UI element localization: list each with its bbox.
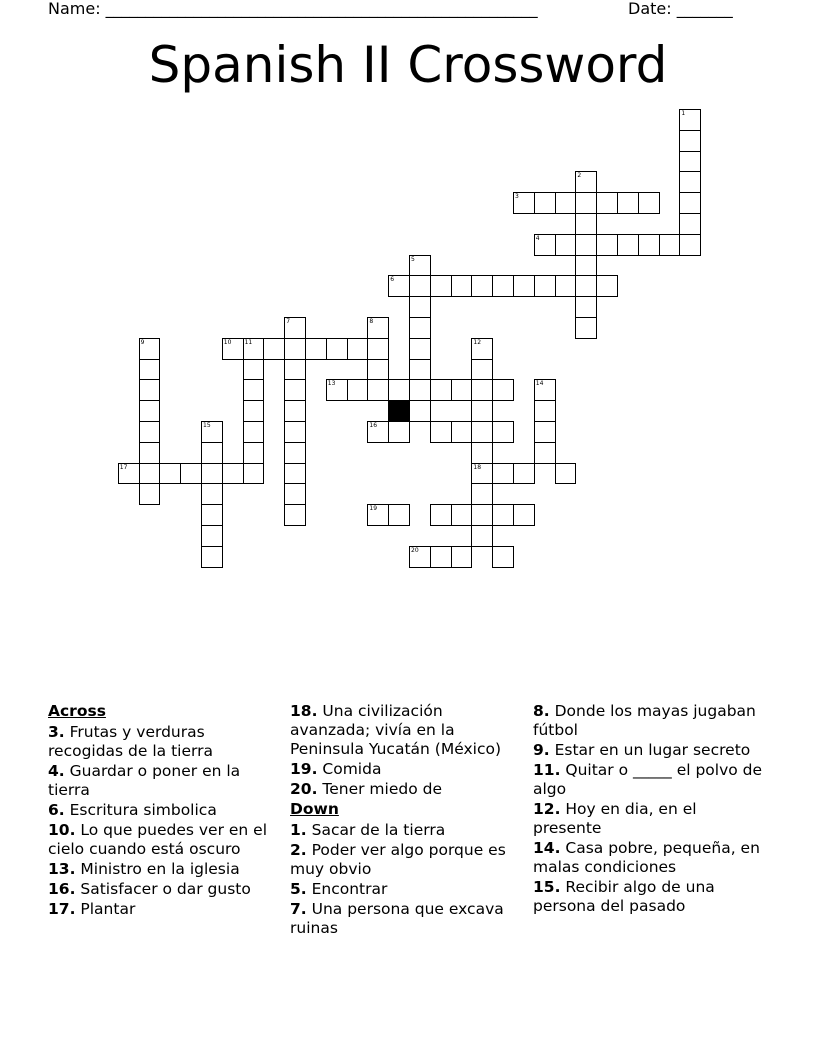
crossword-cell[interactable] (471, 400, 493, 422)
clue-item (533, 741, 769, 760)
crossword-cell[interactable] (201, 504, 223, 526)
crossword-cell[interactable] (367, 317, 389, 339)
clue-number: 11 (244, 338, 253, 346)
crossword-cell[interactable] (367, 379, 389, 401)
crossword-cell[interactable] (347, 379, 369, 401)
crossword-cell[interactable] (284, 463, 306, 485)
clue-number: 12 (473, 338, 482, 346)
crossword-cell[interactable] (243, 463, 265, 485)
crossword-cell[interactable] (243, 442, 265, 464)
clue-number-label: 16. (48, 880, 76, 898)
date-field-label[interactable]: Date: _______ (628, 0, 733, 18)
clue-item (290, 760, 526, 779)
clue-item (533, 702, 769, 740)
crossword-cell[interactable] (471, 359, 493, 381)
clue-number: 7 (286, 318, 291, 325)
crossword-cell[interactable] (367, 338, 389, 360)
down-heading: Down (290, 800, 339, 818)
clue-text: Escritura simbolica (64, 801, 217, 819)
clue-text: Una persona que excava ruinas (290, 900, 504, 937)
crossword-cell[interactable] (201, 463, 223, 485)
crossword-cell[interactable] (284, 442, 306, 464)
crossword-cell[interactable] (679, 130, 701, 152)
page-title: Spanish II Crossword (148, 36, 668, 94)
clue-item (290, 821, 526, 840)
clue-number: 18 (473, 463, 482, 471)
clue-number: 9 (140, 338, 145, 346)
crossword-cell[interactable] (679, 213, 701, 235)
clue-number: 19 (369, 505, 378, 513)
clue-item (290, 900, 526, 938)
crossword-cell[interactable] (596, 192, 618, 214)
crossword-cell[interactable] (451, 504, 473, 526)
crossword-cell[interactable] (471, 275, 493, 297)
crossword-cell[interactable] (513, 275, 535, 297)
crossword-cell[interactable] (243, 400, 265, 422)
crossword-cell[interactable] (409, 546, 431, 568)
clue-text: Sacar de la tierra (306, 821, 446, 839)
crossword-cell[interactable] (284, 504, 306, 526)
clue-number-label: 10. (48, 821, 76, 839)
name-field-label[interactable]: Name: ______________________________________________________ (48, 0, 538, 18)
clue-number: 13 (327, 380, 336, 388)
crossword-cell[interactable] (534, 442, 556, 464)
clue-number: 2 (577, 172, 582, 180)
crossword-cell[interactable] (367, 359, 389, 381)
crossword-cell[interactable] (222, 338, 244, 360)
clue-item (48, 821, 284, 859)
crossword-cell[interactable] (555, 192, 577, 214)
crossword-cell[interactable] (534, 192, 556, 214)
clue-item (48, 762, 284, 800)
clue-text: Hoy en dia, en el presente (533, 800, 697, 837)
down-clue-list (290, 821, 526, 938)
crossword-cell[interactable] (139, 463, 161, 485)
crossword-cell[interactable] (451, 275, 473, 297)
crossword-cell[interactable] (409, 359, 431, 381)
clue-text: Plantar (75, 900, 136, 918)
crossword-cell[interactable] (284, 317, 306, 339)
clue-number: 16 (369, 422, 378, 429)
crossword-cell[interactable] (139, 338, 161, 360)
clues-column-1 (48, 702, 284, 920)
clue-item (290, 702, 526, 759)
clue-number-label: 4. (48, 762, 65, 780)
clue-number: 6 (390, 276, 395, 284)
clue-item (533, 839, 769, 877)
crossword-cell[interactable] (139, 483, 161, 505)
crossword-cell[interactable] (471, 483, 493, 505)
crossword-cell[interactable] (180, 463, 202, 485)
across-heading: Across (48, 702, 106, 720)
clue-text: Satisfacer o dar gusto (75, 880, 251, 898)
crossword-cell[interactable] (388, 379, 410, 401)
crossword-cell[interactable] (513, 504, 535, 526)
crossword-cell[interactable] (679, 109, 701, 131)
crossword-cell[interactable] (243, 338, 265, 360)
crossword-cell[interactable] (471, 442, 493, 464)
crossword-cell[interactable] (201, 525, 223, 547)
crossword-cell[interactable] (575, 296, 597, 318)
clue-text: Lo que puedes ver en el cielo cuando está oscuro (48, 821, 268, 858)
crossword-cell[interactable] (201, 483, 223, 505)
crossword-cell[interactable] (534, 400, 556, 422)
clue-text: Comida (317, 760, 382, 778)
clue-number-label: 2. (290, 841, 307, 859)
clue-text: Donde los mayas jugaban fútbol (533, 702, 756, 739)
clue-number: 8 (369, 318, 374, 325)
clue-item (290, 880, 526, 899)
crossword-cell[interactable] (430, 275, 452, 297)
crossword-cell[interactable] (409, 275, 431, 297)
crossword-cell[interactable] (638, 234, 660, 256)
clue-text: Encontrar (306, 880, 388, 898)
crossword-cell[interactable] (139, 359, 161, 381)
crossword-cell[interactable] (492, 421, 514, 443)
crossword-cell[interactable] (492, 504, 514, 526)
crossword-cell[interactable] (679, 192, 701, 214)
crossword-cell[interactable] (243, 421, 265, 443)
clue-text: Tener miedo de (317, 780, 442, 798)
crossword-cell[interactable] (575, 317, 597, 339)
clue-text: Estar en un lugar secreto (549, 741, 751, 759)
crossword-cell[interactable] (409, 255, 431, 277)
clue-text: Ministro en la iglesia (75, 860, 240, 878)
crossword-cell[interactable] (471, 525, 493, 547)
crossword-cell[interactable] (471, 338, 493, 360)
crossword-cell[interactable] (534, 421, 556, 443)
crossword-cell[interactable] (305, 338, 327, 360)
crossword-cell[interactable] (430, 421, 452, 443)
clue-text: Guardar o poner en la tierra (48, 762, 241, 799)
clue-number-label: 8. (533, 702, 550, 720)
crossword-cell[interactable] (243, 379, 265, 401)
crossword-cell[interactable] (201, 442, 223, 464)
crossword-cell[interactable] (575, 213, 597, 235)
clue-number-label: 5. (290, 880, 307, 898)
crossword-cell[interactable] (263, 338, 285, 360)
crossword-cell[interactable] (617, 234, 639, 256)
crossword-cell[interactable] (409, 296, 431, 318)
crossword-cell[interactable] (222, 463, 244, 485)
crossword-cell[interactable] (388, 504, 410, 526)
clue-number-label: 3. (48, 723, 65, 741)
crossword-cell[interactable] (430, 546, 452, 568)
crossword-cell[interactable] (555, 463, 577, 485)
crossword-cell[interactable] (284, 338, 306, 360)
crossword-cell[interactable] (617, 192, 639, 214)
across-clue-list (48, 723, 284, 919)
clue-item (48, 860, 284, 879)
clue-item (290, 780, 526, 799)
crossword-cell[interactable] (118, 463, 140, 485)
crossword-cell[interactable] (243, 359, 265, 381)
crossword-cell[interactable] (201, 546, 223, 568)
clues-column-2 (290, 702, 526, 939)
crossword-cell[interactable] (409, 338, 431, 360)
clues-column-3 (533, 702, 769, 917)
crossword-cell[interactable] (575, 255, 597, 277)
crossword-black-cell (388, 400, 410, 422)
crossword-cell[interactable] (139, 442, 161, 464)
crossword-cell[interactable] (555, 234, 577, 256)
crossword-cell[interactable] (596, 234, 618, 256)
crossword-cell[interactable] (534, 234, 556, 256)
crossword-cell[interactable] (679, 171, 701, 193)
clue-number-label: 12. (533, 800, 561, 818)
clue-text: Poder ver algo porque es muy obvio (290, 841, 506, 878)
crossword-cell[interactable] (430, 379, 452, 401)
crossword-cell[interactable] (409, 400, 431, 422)
clue-item (533, 761, 769, 799)
clue-text: Quitar o _____ el polvo de algo (533, 761, 763, 798)
clue-number-label: 9. (533, 741, 550, 759)
crossword-cell[interactable] (471, 504, 493, 526)
crossword-cell[interactable] (326, 338, 348, 360)
crossword-cell[interactable] (451, 421, 473, 443)
clue-number: 1 (681, 110, 686, 117)
crossword-cell[interactable] (388, 421, 410, 443)
clue-number-label: 14. (533, 839, 561, 857)
header (48, 0, 768, 20)
crossword-cell[interactable] (471, 421, 493, 443)
crossword-cell[interactable] (596, 275, 618, 297)
clue-number: 5 (411, 255, 415, 263)
clue-number: 3 (515, 193, 519, 201)
crossword-cell[interactable] (284, 483, 306, 505)
clue-text: Recibir algo de una persona del pasado (533, 878, 715, 915)
crossword-cell[interactable] (201, 421, 223, 443)
clue-number-label: 17. (48, 900, 76, 918)
crossword-cell[interactable] (284, 359, 306, 381)
crossword-cell[interactable] (347, 338, 369, 360)
crossword-cell[interactable] (284, 421, 306, 443)
clue-number-label: 18. (290, 702, 318, 720)
clue-number-label: 1. (290, 821, 307, 839)
crossword-cell[interactable] (139, 379, 161, 401)
crossword-cell[interactable] (534, 275, 556, 297)
crossword-cell[interactable] (430, 504, 452, 526)
crossword-cell[interactable] (679, 151, 701, 173)
crossword-cell[interactable] (492, 379, 514, 401)
clue-number: 4 (535, 234, 540, 242)
clue-item (533, 878, 769, 916)
clue-item (48, 880, 284, 899)
crossword-cell[interactable] (492, 463, 514, 485)
crossword-cell[interactable] (139, 400, 161, 422)
clue-number: 10 (223, 338, 232, 346)
crossword-cell[interactable] (659, 234, 681, 256)
clue-number-label: 19. (290, 760, 318, 778)
crossword-cell[interactable] (492, 546, 514, 568)
crossword-cell[interactable] (284, 379, 306, 401)
crossword-cell[interactable] (471, 463, 493, 485)
clue-number: 15 (203, 422, 211, 429)
clue-number: 17 (119, 463, 128, 471)
clue-text: Frutas y verduras recogidas de la tierra (48, 723, 213, 760)
clue-number-label: 13. (48, 860, 76, 878)
clue-number-label: 15. (533, 878, 561, 896)
clue-text: Casa pobre, pequeña, en malas condiciones (533, 839, 760, 876)
clue-number-label: 7. (290, 900, 307, 918)
crossword-cell[interactable] (139, 421, 161, 443)
crossword-cell[interactable] (575, 171, 597, 193)
crossword-cell[interactable] (367, 421, 389, 443)
across-clue-list-cont (290, 702, 526, 799)
crossword-cell[interactable] (513, 463, 535, 485)
crossword-cell[interactable] (471, 379, 493, 401)
crossword-cell[interactable] (492, 275, 514, 297)
down-clue-list-cont (533, 702, 769, 916)
clue-text: Una civilización avanzada; vivía en la Peninsula Yucatán (México) (290, 702, 501, 758)
crossword-cell[interactable] (638, 192, 660, 214)
crossword-cell[interactable] (534, 379, 556, 401)
crossword-cell[interactable] (555, 275, 577, 297)
crossword-cell[interactable] (575, 275, 597, 297)
crossword-cell[interactable] (575, 234, 597, 256)
clue-item (290, 841, 526, 879)
clue-number-label: 20. (290, 780, 318, 798)
clue-item (533, 800, 769, 838)
clue-item (48, 801, 284, 820)
crossword-cell[interactable] (159, 463, 181, 485)
crossword-cell[interactable] (284, 400, 306, 422)
crossword-cell[interactable] (451, 546, 473, 568)
clue-number: 14 (535, 380, 544, 388)
clue-number-label: 11. (533, 761, 561, 779)
crossword-cell[interactable] (409, 317, 431, 339)
clue-number-label: 6. (48, 801, 65, 819)
clue-number: 20 (411, 546, 419, 554)
crossword-cell[interactable] (575, 192, 597, 214)
clue-item (48, 723, 284, 761)
crossword-cell[interactable] (388, 275, 410, 297)
crossword-cell[interactable] (679, 234, 701, 256)
clue-item (48, 900, 284, 919)
crossword-cell[interactable] (513, 192, 535, 214)
crossword-cell[interactable] (326, 379, 348, 401)
crossword-cell[interactable] (367, 504, 389, 526)
crossword-cell[interactable] (451, 379, 473, 401)
